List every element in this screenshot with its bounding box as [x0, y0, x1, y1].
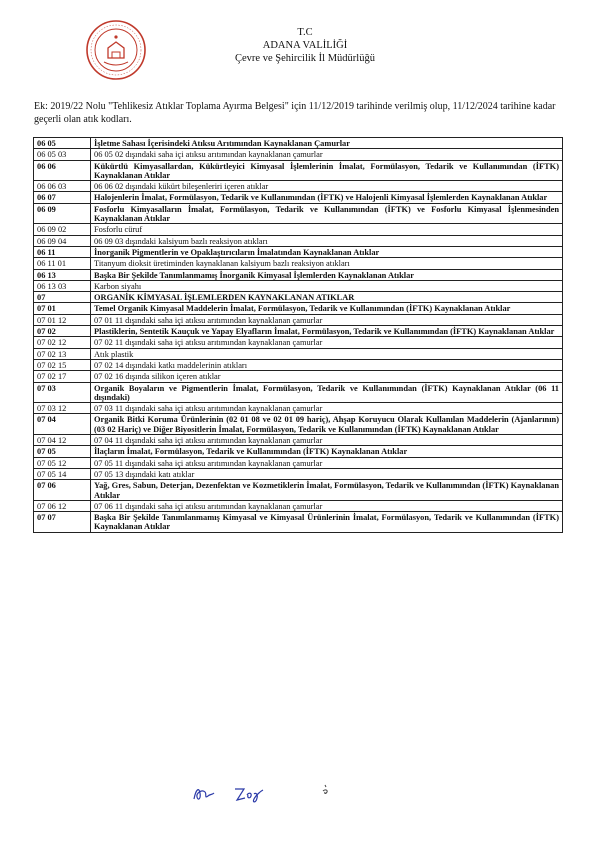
signature-3-icon	[320, 783, 332, 797]
waste-description: Titanyum dioksit üretiminden kaynaklanan kalsiyum bazlı reaksiyon atıkları	[91, 258, 563, 269]
table-row	[34, 235, 563, 246]
waste-description: 07 02 11 dışındaki saha içi atıksu arıtımından kaynaklanan çamurlar	[91, 337, 563, 348]
waste-description: Başka Bir Şekilde Tanımlanmamış İnorganik Kimyasal İşlemlerden Kaynaklanan Atıklar	[91, 269, 563, 280]
waste-description: Fosforlu Kimyasalların İmalat, Formülasyon, Tedarik ve Kullanımından (İFTK) ve Fosforlu Kimyasal İşlenmesinden Kaynaklanan Atıklar	[91, 203, 563, 224]
waste-description: 07 05 13 dışındaki katı atıklar	[91, 468, 563, 479]
table-row	[34, 160, 563, 181]
table-row	[34, 371, 563, 382]
table-row	[34, 269, 563, 280]
table-row	[34, 224, 563, 235]
waste-code: 06 13 03	[34, 280, 91, 291]
table-row	[34, 138, 563, 149]
waste-code: 06 07	[34, 192, 91, 203]
intro-paragraph: Ek: 2019/22 Nolu "Tehlikesiz Atıklar Toplama Ayırma Belgesi" için 11/12/2019 tarihinde verilmiş olup, 11/12/2024 tarihine kadar geçerli olan atık kodları.	[34, 101, 556, 125]
waste-description: Karbon siyahı	[91, 280, 563, 291]
table-row	[34, 446, 563, 457]
letterhead	[160, 26, 450, 65]
signature-1-icon	[190, 783, 220, 805]
table-row	[34, 314, 563, 325]
waste-code: 06 09	[34, 203, 91, 224]
table-row	[34, 382, 563, 403]
waste-description: 06 09 03 dışındaki kalsiyum bazlı reaksiyon atıkları	[91, 235, 563, 246]
waste-code: 06 05	[34, 138, 91, 149]
waste-code: 07 03	[34, 382, 91, 403]
waste-code: 07 05 12	[34, 457, 91, 468]
waste-code: 07 02 12	[34, 337, 91, 348]
waste-code: 06 06 03	[34, 181, 91, 192]
waste-description: Temel Organik Kimyasal Maddelerin İmalat, Formülasyon, Tedarik ve Kullanımından (İFTK) Kaynaklanan Atıklar	[91, 303, 563, 314]
waste-description: ORGANİK KİMYASAL İŞLEMLERDEN KAYNAKLANAN ATIKLAR	[91, 292, 563, 303]
waste-code: 07 02 13	[34, 348, 91, 359]
table-row	[34, 403, 563, 414]
table-row	[34, 337, 563, 348]
table-row	[34, 480, 563, 501]
waste-code: 07 02 17	[34, 371, 91, 382]
waste-code: 07 01 12	[34, 314, 91, 325]
waste-description: 07 06 11 dışındaki saha içi atıksu arıtımından kaynaklanan çamurlar	[91, 500, 563, 511]
table-row	[34, 326, 563, 337]
table-row	[34, 457, 563, 468]
waste-code: 07	[34, 292, 91, 303]
waste-description: İnorganik Pigmentlerin ve Opaklaştırıcıların İmalatından Kaynaklanan Atıklar	[91, 246, 563, 257]
table-row	[34, 149, 563, 160]
waste-code: 07 04 12	[34, 435, 91, 446]
ministry-seal-icon	[84, 18, 148, 82]
waste-description: Fosforlu cüruf	[91, 224, 563, 235]
table-row	[34, 280, 563, 291]
waste-code: 06 09 02	[34, 224, 91, 235]
table-row	[34, 348, 563, 359]
waste-code: 06 13	[34, 269, 91, 280]
waste-description: 07 02 16 dışında silikon içeren atıklar	[91, 371, 563, 382]
table-row	[34, 292, 563, 303]
table-row	[34, 512, 563, 533]
header-line-3: Çevre ve Şehircilik İl Müdürlüğü	[235, 53, 375, 64]
waste-code: 07 06 12	[34, 500, 91, 511]
waste-code: 06 11	[34, 246, 91, 257]
table-row	[34, 192, 563, 203]
waste-code: 07 01	[34, 303, 91, 314]
table-row	[34, 414, 563, 435]
waste-description: Plastiklerin, Sentetik Kauçuk ve Yapay Elyafların İmalat, Formülasyon, Tedarik ve Kullanımından (İFTK) Kaynaklanan Atıklar	[91, 326, 563, 337]
waste-description: 06 05 02 dışındaki saha içi atıksu arıtımından kaynaklanan çamurlar	[91, 149, 563, 160]
waste-description: Başka Bir Şekilde Tanımlanmamış Kimyasal ve Kimyasal Ürünlerinin İmalat, Formülasyon, Tedarik ve Kullanımından (İFTK) Kaynaklanan Atıklar	[91, 512, 563, 533]
waste-description: Organik Boyaların ve Pigmentlerin İmalat, Formülasyon, Tedarik ve Kullanımından (İFTK) Kaynaklanan Atıklar (06 11 dışındaki)	[91, 382, 563, 403]
table-row	[34, 468, 563, 479]
waste-description: 07 04 11 dışındaki saha içi atıksu arıtımından kaynaklanan çamurlar	[91, 435, 563, 446]
table-row	[34, 500, 563, 511]
waste-code: 07 04	[34, 414, 91, 435]
waste-code: 06 11 01	[34, 258, 91, 269]
waste-code: 07 02 15	[34, 359, 91, 370]
waste-description: İlaçların İmalat, Formülasyon, Tedarik ve Kullanımından (İFTK) Kaynaklanan Atıklar	[91, 446, 563, 457]
waste-code: 07 02	[34, 326, 91, 337]
waste-code: 07 06	[34, 480, 91, 501]
waste-description: Kükürtlü Kimyasallardan, Kükürtleyici Kimyasal İşlemlerinin İmalat, Formülasyon, Tedarik ve Kullanımından (İFTK) Kaynaklanan Atıklar	[91, 160, 563, 181]
table-row	[34, 246, 563, 257]
table-row	[34, 203, 563, 224]
waste-description: Atık plastik	[91, 348, 563, 359]
waste-code: 06 06	[34, 160, 91, 181]
waste-description: 07 01 11 dışındaki saha içi atıksu arıtımından kaynaklanan çamurlar	[91, 314, 563, 325]
waste-code: 07 05 14	[34, 468, 91, 479]
waste-code: 06 09 04	[34, 235, 91, 246]
table-row	[34, 181, 563, 192]
waste-code-table	[33, 137, 563, 533]
waste-description: 07 03 11 dışındaki saha içi atıksu arıtımından kaynaklanan çamurlar	[91, 403, 563, 414]
waste-description: 06 06 02 dışındaki kükürt bileşenleriri içeren atıklar	[91, 181, 563, 192]
waste-description: Halojenlerin İmalat, Formülasyon, Tedarik ve Kullanımından (İFTK) ve Halojenli Kimyasal İşlemlerden Kaynaklanan Atıklar	[91, 192, 563, 203]
waste-description: 07 05 11 dışındaki saha içi atıksu arıtımından kaynaklanan çamurlar	[91, 457, 563, 468]
table-row	[34, 258, 563, 269]
waste-code: 07 07	[34, 512, 91, 533]
header-line-1: T.C	[297, 27, 313, 38]
signature-2-icon	[232, 783, 266, 805]
waste-code: 07 05	[34, 446, 91, 457]
table-row	[34, 303, 563, 314]
waste-description: Organik Bitki Koruma Ürünlerinin (02 01 08 ve 02 01 09 hariç), Ahşap Koruyucu Olarak Kullanılan Maddelerin (Ajanlarının) (03 02 Hariç) ve Diğer Biyositlerin İmalat, Formülasyon, Tedarik ve Kullanımından (İFTK) Kaynaklanan Atıklar	[91, 414, 563, 435]
header-line-2: ADANA VALİLİĞİ	[262, 40, 348, 51]
table-row	[34, 359, 563, 370]
waste-description: İşletme Sahası İçerisindeki Atıksu Arıtımından Kaynaklanan Çamurlar	[91, 138, 563, 149]
waste-code: 06 05 03	[34, 149, 91, 160]
waste-code: 07 03 12	[34, 403, 91, 414]
waste-description: 07 02 14 dışındaki katkı maddelerinin atıkları	[91, 359, 563, 370]
table-row	[34, 435, 563, 446]
waste-description: Yağ, Gres, Sabun, Deterjan, Dezenfektan ve Kozmetiklerin İmalat, Formülasyon, Tedarik ve Kullanımından (İFTK) Kaynaklanan Atıklar	[91, 480, 563, 501]
